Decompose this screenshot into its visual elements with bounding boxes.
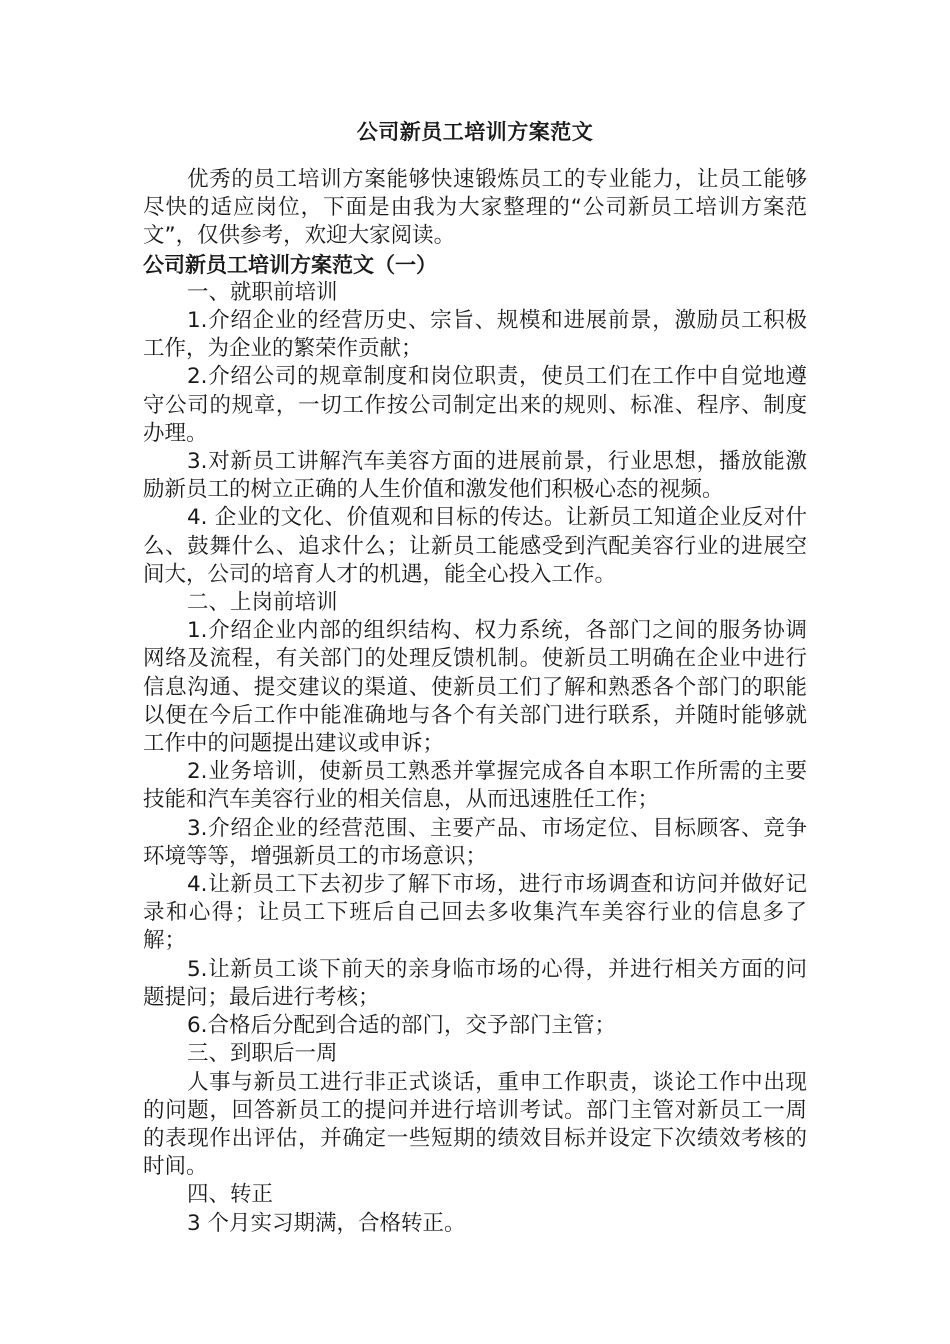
subheading-first-week: 三、到职后一周 bbox=[187, 1041, 338, 1067]
document-body bbox=[143, 112, 807, 1238]
paragraph-pre-post-5: 5.让新员工谈下前天的亲身临市场的心得，并进行相关方面的问题提问；最后进行考核； bbox=[143, 956, 807, 1010]
subheading-regularization: 四、转正 bbox=[187, 1182, 274, 1208]
paragraph-pre-employment-2: 2.介绍公司的规章制度和岗位职责，使员工们在工作中自觉地遵守公司的规章，一切工作按公司制定出来的规则、标准、程序、制度办理。 bbox=[143, 364, 807, 446]
paragraph-pre-post-1: 1.介绍企业内部的组织结构、权力系统，各部门之间的服务协调网络及流程，有关部门的处理反馈机制。使新员工明确在企业中进行信息沟通、提交建议的渠道、使新员工们了解和熟悉各个部门的职能以便在今后工作中能准确地与各个有关部门进行联系，并随时能够就工作中的问题提出建议或申诉； bbox=[143, 618, 807, 757]
section-heading: 公司新员工培训方案范文（一） bbox=[143, 252, 437, 277]
paragraph-regularization: 3 个月实习期满，合格转正。 bbox=[187, 1210, 466, 1236]
subheading-pre-post: 二、上岗前培训 bbox=[187, 590, 338, 616]
paragraph-pre-post-6: 6.合格后分配到合适的部门，交予部门主管； bbox=[187, 1013, 617, 1039]
paragraph-pre-post-2: 2.业务培训，使新员工熟悉并掌握完成各自本职工作所需的主要技能和汽车美容行业的相关信息，从而迅速胜任工作； bbox=[143, 759, 807, 813]
paragraph-pre-employment-4: 4. 企业的文化、价值观和目标的传达。让新员工知道企业反对什么、鼓舞什么、追求什么；让新员工能感受到汽配美容行业的进展空间大，公司的培育人才的机遇，能全心投入工作。 bbox=[143, 505, 807, 587]
paragraph-pre-employment-3: 3.对新员工讲解汽车美容方面的进展前景，行业思想，播放能激励新员工的树立正确的人生价值和激发他们积极心态的视频。 bbox=[143, 449, 807, 503]
intro-paragraph: 优秀的员工培训方案能够快速锻炼员工的专业能力，让员工能够尽快的适应岗位，下面是由我为大家整理的“公司新员工培训方案范文”，仅供参考，欢迎大家阅读。 bbox=[143, 167, 807, 249]
paragraph-pre-post-3: 3.介绍企业的经营范围、主要产品、市场定位、目标顾客、竞争环境等等，增强新员工的市场意识； bbox=[143, 815, 807, 869]
subheading-pre-employment: 一、就职前培训 bbox=[187, 279, 338, 305]
document-title: 公司新员工培训方案范文 bbox=[356, 120, 594, 144]
paragraph-first-week: 人事与新员工进行非正式谈话，重申工作职责，谈论工作中出现的问题，回答新员工的提问并进行培训考试。部门主管对新员工一周的表现作出评估，并确定一些短期的绩效目标并设定下次绩效考核的时间。 bbox=[143, 1069, 807, 1180]
paragraph-pre-employment-1: 1.介绍企业的经营历史、宗旨、规模和进展前景，激励员工积极工作，为企业的繁荣作贡献； bbox=[143, 308, 807, 362]
paragraph-pre-post-4: 4.让新员工下去初步了解下市场，进行市场调查和访问并做好记录和心得；让员工下班后自己回去多收集汽车美容行业的信息多了解； bbox=[143, 872, 807, 954]
